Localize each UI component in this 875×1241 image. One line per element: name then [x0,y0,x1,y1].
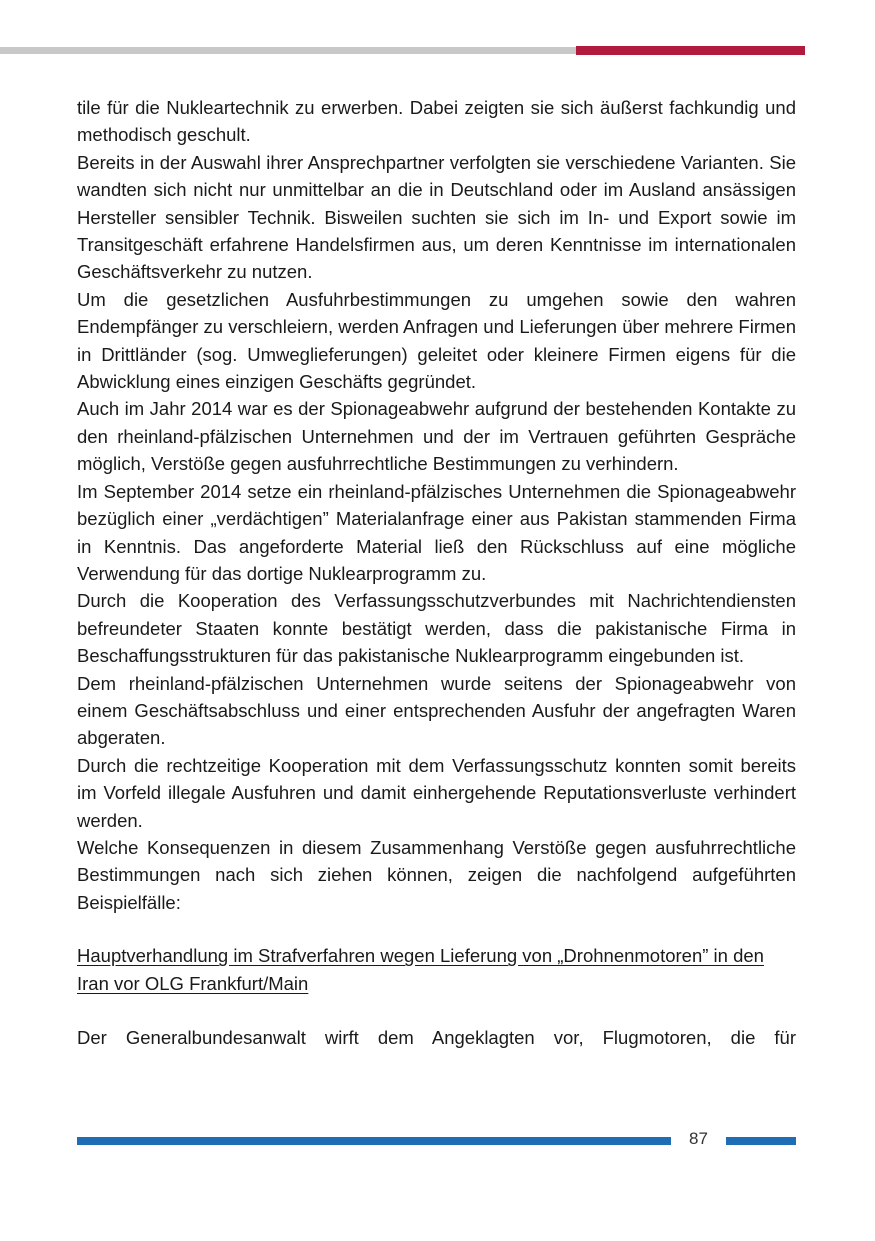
paragraph-8: Durch die rechtzeitige Kooperation mit dem Verfassungsschutz konnten somit bereits im Vorfeld illegale Ausfuhren und damit einhergehende Reputationsverluste verhindert werden. [77,754,796,831]
header-bar-red [576,46,805,55]
paragraph-4: Auch im Jahr 2014 war es der Spionageabwehr aufgrund der bestehenden Kontakte zu den rheinland-pfälzischen Unternehmen und der im Vertrauen geführten Gespräche möglich, Verstöße gegen ausfuhrrechtliche Bestimmungen zu verhindern. [77,398,796,475]
paragraph-2: Bereits in der Auswahl ihrer Ansprechpartner verfolgten sie verschiedene Varianten. Sie wandten sich nicht nur unmittelbar an die in Deutschland oder im Ausland ansässigen Hersteller sensibler Technik. Bisweilen suchten sie sich im In- und Export sowie im Transitgeschäft erfahrene Handelsfirmen aus, um deren Kenntnisse im internationalen Geschäftsverkehr zu nutzen. [77,151,796,283]
footer-bar-left [77,1137,671,1145]
paragraph-10: Der Generalbundesanwalt wirft dem Angeklagten vor, Flugmotoren, die für [77,1027,796,1048]
page-number: 87 [689,1129,708,1148]
header-bar-gray [0,47,576,54]
paragraph-6: Durch die Kooperation des Verfassungsschutzverbundes mit Nachrichtendiensten befreundeter Staaten konnte bestätigt werden, dass die pakistanische Firma in Beschaffungsstrukturen für das pakistanische Nuklearprogramm eingebunden ist. [77,590,796,667]
footer-bar-right [726,1137,796,1145]
paragraph-9: Welche Konsequenzen in diesem Zusammenhang Verstöße gegen ausfuhrrechtliche Bestimmungen nach sich ziehen können, zeigen die nachfolgend aufgeführten Beispielfälle: [77,836,796,913]
paragraph-5: Im September 2014 setze ein rheinland-pfälzisches Unternehmen die Spionageabwehr bezüglich einer „verdächtigen” Materialanfrage einer aus Pakistan stammenden Firma in Kenntnis. Das angeforderte Material ließ den Rückschluss auf eine mögliche Verwendung für das dortige Nuklearprogramm zu. [77,480,796,584]
paragraph-7: Dem rheinland-pfälzischen Unternehmen wurde seitens der Spionageabwehr von einem Geschäftsabschluss und einer entsprechenden Ausfuhr der angefragten Waren abgeraten. [77,672,796,749]
section-heading: Hauptverhandlung im Strafverfahren wegen Lieferung von „Drohnenmotoren” in den Iran vor OLG Frankfurt/Main [77,945,764,994]
paragraph-3: Um die gesetzlichen Ausfuhrbestimmungen zu umgehen sowie den wahren Endempfänger zu verschleiern, werden Anfragen und Lieferungen über mehrere Firmen in Drittländer (sog. Umweglieferungen) geleitet oder kleinere Firmen eigens für die Abwicklung eines einzigen Geschäfts gegründet. [77,288,796,393]
page-content [77,94,796,1051]
paragraph-1: tile für die Nukleartechnik zu erwerben. Dabei zeigten sie sich äußerst fachkundig und methodisch geschult. [77,97,796,146]
